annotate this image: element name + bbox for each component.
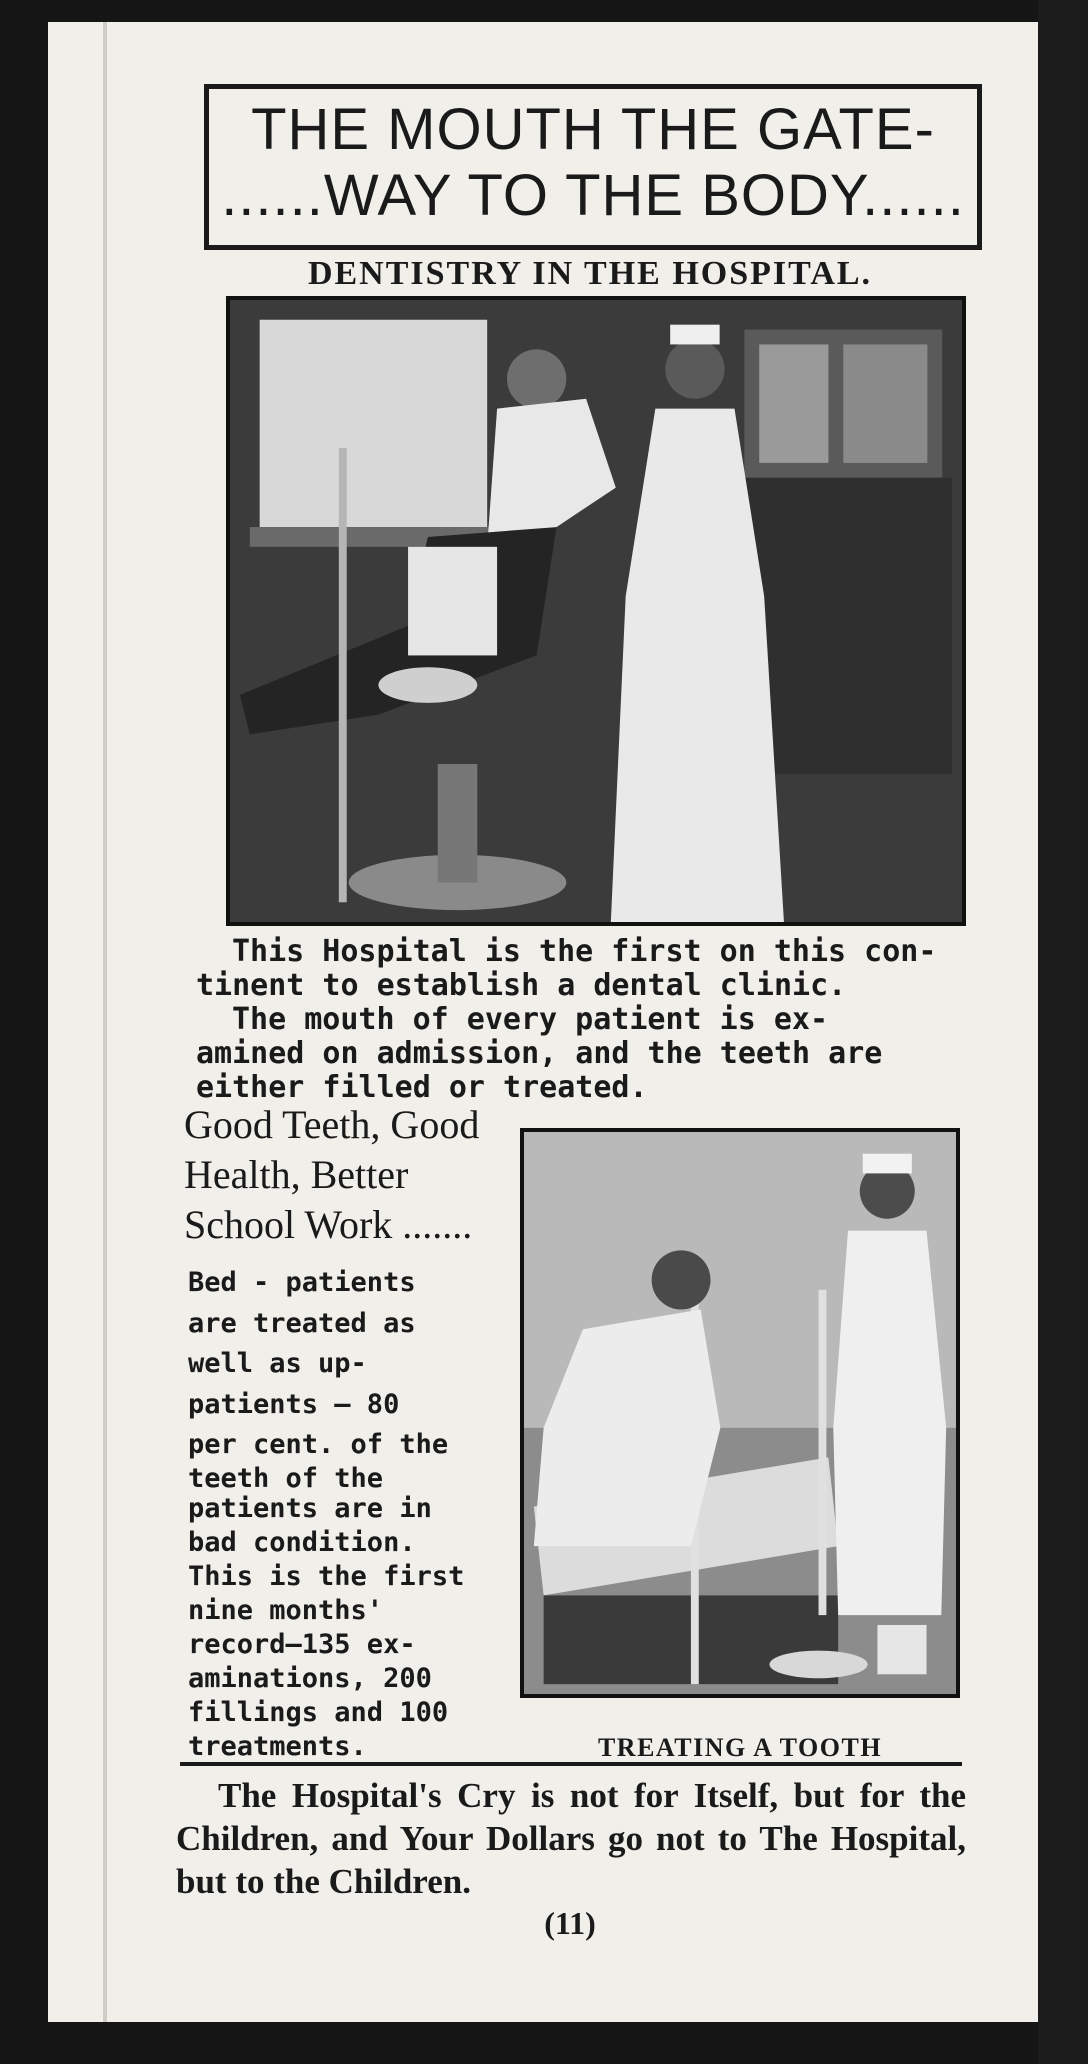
side-heading-line-3: School Work ....... bbox=[184, 1202, 473, 1247]
side-heading-line-1: Good Teeth, Good bbox=[184, 1102, 480, 1147]
side-body-line: aminations, 200 bbox=[188, 1662, 432, 1694]
side-body-line: This is the first bbox=[188, 1560, 465, 1592]
page-number: (11) bbox=[544, 1905, 596, 1941]
side-body-line: teeth of the bbox=[188, 1462, 384, 1494]
intro-line-5: either filled or treated. bbox=[196, 1070, 648, 1105]
title-line-2: ......WAY TO THE BODY...... bbox=[221, 163, 965, 228]
side-body-line: well as up- bbox=[188, 1348, 367, 1379]
side-body-line: are treated as bbox=[188, 1307, 416, 1339]
side-body-line: nine months' bbox=[188, 1594, 384, 1626]
side-body-line: patients — 80 bbox=[188, 1388, 400, 1420]
dental-clinic-photo bbox=[226, 296, 966, 926]
side-body-line: per cent. of the bbox=[188, 1429, 449, 1460]
footer-appeal: The Hospital's Cry is not for Itself, but for the Children, and Your Dollars go not to The Hospital, but to the Children. bbox=[176, 1776, 966, 1901]
side-heading bbox=[184, 1100, 490, 1250]
scan-border bbox=[1038, 0, 1088, 2064]
side-body-line: fillings and 100 bbox=[188, 1696, 449, 1728]
intro-line-4: amined on admission, and the teeth are bbox=[196, 1036, 883, 1071]
side-body-line: treatments. bbox=[188, 1730, 367, 1762]
intro-line-3: The mouth of every patient is ex- bbox=[232, 1002, 829, 1037]
photo-caption: TREATING A TOOTH bbox=[597, 1733, 883, 1762]
intro-line-2: tinent to establish a dental clinic. bbox=[196, 968, 847, 1003]
section-subtitle: DENTISTRY IN THE HOSPITAL. bbox=[307, 255, 873, 292]
divider bbox=[180, 1762, 962, 1766]
intro-paragraph-1 bbox=[232, 935, 972, 969]
title-line-1: THE MOUTH THE GATE- bbox=[251, 97, 935, 162]
page-fold bbox=[103, 22, 107, 2022]
side-body-line: record—135 ex- bbox=[188, 1628, 416, 1660]
side-body-line: patients are in bbox=[188, 1492, 432, 1524]
side-body-line: Bed - patients bbox=[188, 1267, 416, 1298]
side-body-text bbox=[188, 1263, 488, 1764]
intro-line-1: This Hospital is the first on this con- bbox=[232, 934, 937, 969]
side-body-line: bad condition. bbox=[188, 1526, 416, 1558]
bedside-treatment-photo bbox=[520, 1128, 960, 1698]
title-box bbox=[204, 84, 982, 250]
side-heading-line-2: Health, Better bbox=[184, 1152, 409, 1197]
